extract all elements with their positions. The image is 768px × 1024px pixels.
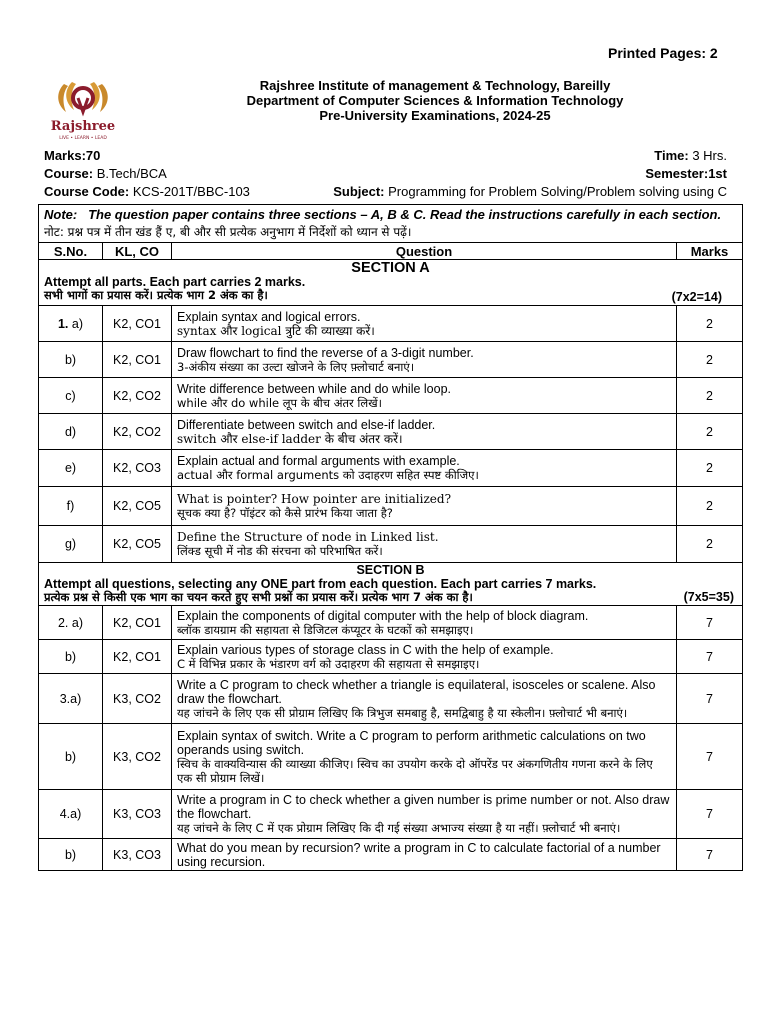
section-a-instructions — [39, 276, 742, 305]
header-row — [39, 243, 743, 260]
course-label: Course: — [44, 166, 94, 181]
question-table — [38, 204, 743, 871]
row-sno: b) — [39, 342, 103, 378]
row-marks: 2 — [677, 342, 743, 378]
printed-pages: Printed Pages: 2 — [608, 45, 718, 61]
row-klco: K3, CO3 — [103, 839, 172, 871]
section-a-instr-en: Attempt all parts. Each part carries 2 marks. — [44, 275, 306, 289]
table-row — [39, 640, 743, 674]
section-b-instr-en: Attempt all questions, selecting any ONE part from each question. Each part carries 7 marks. — [44, 577, 597, 591]
row-question: What do you mean by recursion? write a program in C to calculate factorial of a number using recursion. — [172, 839, 677, 871]
row-question: Draw flowchart to find the reverse of a 3-digit number. 3-अंकीय संख्या का उल्टा खोजने के लिए फ़्लोचार्ट बनाएं। — [172, 342, 677, 378]
row-klco: K2, CO1 — [103, 342, 172, 378]
table-row — [39, 526, 743, 563]
row-sno: g) — [39, 526, 103, 563]
logo-tagline: LIVE • LEARN • LEAD — [59, 136, 107, 141]
section-a-total: (7x2=14) — [671, 290, 722, 304]
row-marks: 7 — [677, 640, 743, 674]
row-sno: b) — [39, 839, 103, 871]
row-klco: K2, CO1 — [103, 640, 172, 674]
table-row — [39, 342, 743, 378]
row-klco: K2, CO1 — [103, 606, 172, 640]
row-sno: c) — [39, 378, 103, 414]
row-marks: 7 — [677, 674, 743, 724]
table-row — [39, 414, 743, 450]
col-klco: KL, CO — [103, 243, 172, 260]
col-sno: S.No. — [39, 243, 103, 260]
institute-logo — [50, 80, 116, 142]
col-marks: Marks — [677, 243, 743, 260]
row-sno: d) — [39, 414, 103, 450]
note-label: Note: — [44, 207, 78, 222]
time-label: Time: — [654, 148, 689, 163]
section-b-instr-hi: प्रत्येक प्रश्न से किसी एक भाग का चयन करते हुए सभी प्रश्नों का प्रयास करें। प्रत्येक भाग 7 अंक का है। — [44, 590, 473, 604]
row-question: Differentiate between switch and else-if ladder. switch और else-if ladder के बीच अंतर करें। — [172, 414, 677, 450]
row-klco: K3, CO2 — [103, 724, 172, 790]
row-sno: 2. a) — [39, 606, 103, 640]
code-label: Course Code: — [44, 184, 130, 199]
row-klco: K2, CO2 — [103, 378, 172, 414]
row-klco: K2, CO1 — [103, 306, 172, 342]
note-text: The question paper contains three sections – A, B & C. Read the instructions carefully in each section. — [88, 207, 722, 222]
row-sno: b) — [39, 640, 103, 674]
institute-name: Rajshree Institute of management & Technology, Bareilly — [259, 78, 611, 93]
table-row — [39, 378, 743, 414]
row-klco: K2, CO5 — [103, 526, 172, 563]
section-b-header — [39, 563, 743, 606]
row-sno: 4.a) — [39, 790, 103, 839]
col-question: Question — [172, 243, 677, 260]
logo-emblem-icon — [50, 80, 116, 142]
subject-label: Subject: — [333, 184, 385, 199]
section-b-total: (7x5=35) — [683, 590, 734, 604]
row-marks: 7 — [677, 724, 743, 790]
row-sno: e) — [39, 450, 103, 487]
meta-row-1 — [44, 148, 727, 164]
row-sno: 1. a) — [39, 306, 103, 342]
row-marks: 2 — [677, 306, 743, 342]
logo-text: Rajshree — [50, 119, 116, 134]
section-b-instructions — [39, 578, 742, 605]
row-question: Write a C program to check whether a triangle is equilateral, isosceles or scalene. Also draw the flowchart. यह जांचने के लिए एक सी प्रोग्राम लिखिए कि त्रिभुज समबाहु है, समद्विबाहु है या स्केलीन। फ़्लोचार्ट भी बनाएं। — [172, 674, 677, 724]
note-hindi: नोट: प्रश्न पत्र में तीन खंड हैं ए, बी और सी प्रत्येक अनुभाग में निर्देशों को ध्यान से पढ़ें। — [44, 225, 412, 239]
exam-header — [215, 78, 655, 123]
time-value: 3 Hrs. — [692, 148, 727, 163]
table-row — [39, 450, 743, 487]
section-b-title: SECTION B — [356, 563, 425, 577]
table-row — [39, 306, 743, 342]
row-question: What is pointer? How pointer are initialized? सूचक क्या है? पॉइंटर को कैसे प्रारंभ किया जाता है? — [172, 487, 677, 526]
table-row — [39, 790, 743, 839]
meta-row-3 — [44, 184, 727, 200]
row-marks: 2 — [677, 414, 743, 450]
row-marks: 2 — [677, 378, 743, 414]
row-sno: 3.a) — [39, 674, 103, 724]
table-row — [39, 839, 743, 871]
row-marks: 7 — [677, 606, 743, 640]
table-row — [39, 487, 743, 526]
note-row — [39, 205, 743, 243]
row-question: Explain various types of storage class in C with the help of example. C में विभिन्न प्रकार के भंडारण वर्ग को उदाहरण की सहायता से समझाइए। — [172, 640, 677, 674]
course-value: B.Tech/BCA — [96, 166, 167, 181]
row-question: Define the Structure of node in Linked list. लिंक्ड सूची में नोड की संरचना को परिभाषित करें। — [172, 526, 677, 563]
table-row — [39, 674, 743, 724]
row-marks: 2 — [677, 487, 743, 526]
row-klco: K2, CO5 — [103, 487, 172, 526]
row-question: Explain syntax and logical errors. syntax और logical त्रुटि की व्याख्या करें। — [172, 306, 677, 342]
subject-value: Programming for Problem Solving/Problem solving using C — [388, 184, 727, 199]
row-sno: f) — [39, 487, 103, 526]
row-klco: K2, CO2 — [103, 414, 172, 450]
section-a-instr-hi: सभी भागों का प्रयास करें। प्रत्येक भाग 2 अंक का है। — [44, 288, 268, 302]
section-a-header — [39, 260, 743, 306]
row-question: Explain the components of digital computer with the help of block diagram. ब्लॉक डायग्राम की सहायता से डिजिटल कंप्यूटर के घटकों को समझाइए। — [172, 606, 677, 640]
row-question: Explain syntax of switch. Write a C program to perform arithmetic calculations on two operands using switch. स्विच के वाक्यविन्यास की व्याख्या कीजिए। स्विच का उपयोग करके दो ऑपरेंड पर अंकगणितीय गणना करने के लिए एक सी प्रोग्राम लिखें। — [172, 724, 677, 790]
row-klco: K2, CO3 — [103, 450, 172, 487]
row-marks: 2 — [677, 450, 743, 487]
row-marks: 7 — [677, 790, 743, 839]
semester-label: Semester: — [645, 166, 709, 181]
marks-label: Marks: — [44, 148, 86, 163]
row-question: Explain actual and formal arguments with example. actual और formal arguments को उदाहरण सहित स्पष्ट कीजिए। — [172, 450, 677, 487]
department-name: Department of Computer Sciences & Information Technology — [246, 93, 624, 108]
row-sno: b) — [39, 724, 103, 790]
code-value: KCS-201T/BBC-103 — [132, 184, 250, 199]
row-klco: K3, CO2 — [103, 674, 172, 724]
meta-row-2 — [44, 166, 727, 182]
section-a-title: SECTION A — [351, 260, 430, 276]
row-klco: K3, CO3 — [103, 790, 172, 839]
row-marks: 2 — [677, 526, 743, 563]
row-question: Write difference between while and do while loop. while और do while लूप के बीच अंतर लिखें। — [172, 378, 677, 414]
row-question: Write a program in C to check whether a given number is prime number or not. Also draw the flowchart. यह जांचने के लिए C में एक प्रोग्राम लिखिए कि दी गई संख्या अभाज्य संख्या है या नहीं। फ़्लोचार्ट भी बनाएं। — [172, 790, 677, 839]
row-marks: 7 — [677, 839, 743, 871]
table-row — [39, 606, 743, 640]
marks-value: 70 — [85, 148, 101, 163]
exam-name: Pre-University Examinations, 2024-25 — [319, 108, 551, 123]
table-row — [39, 724, 743, 790]
semester-value: 1st — [708, 166, 727, 181]
